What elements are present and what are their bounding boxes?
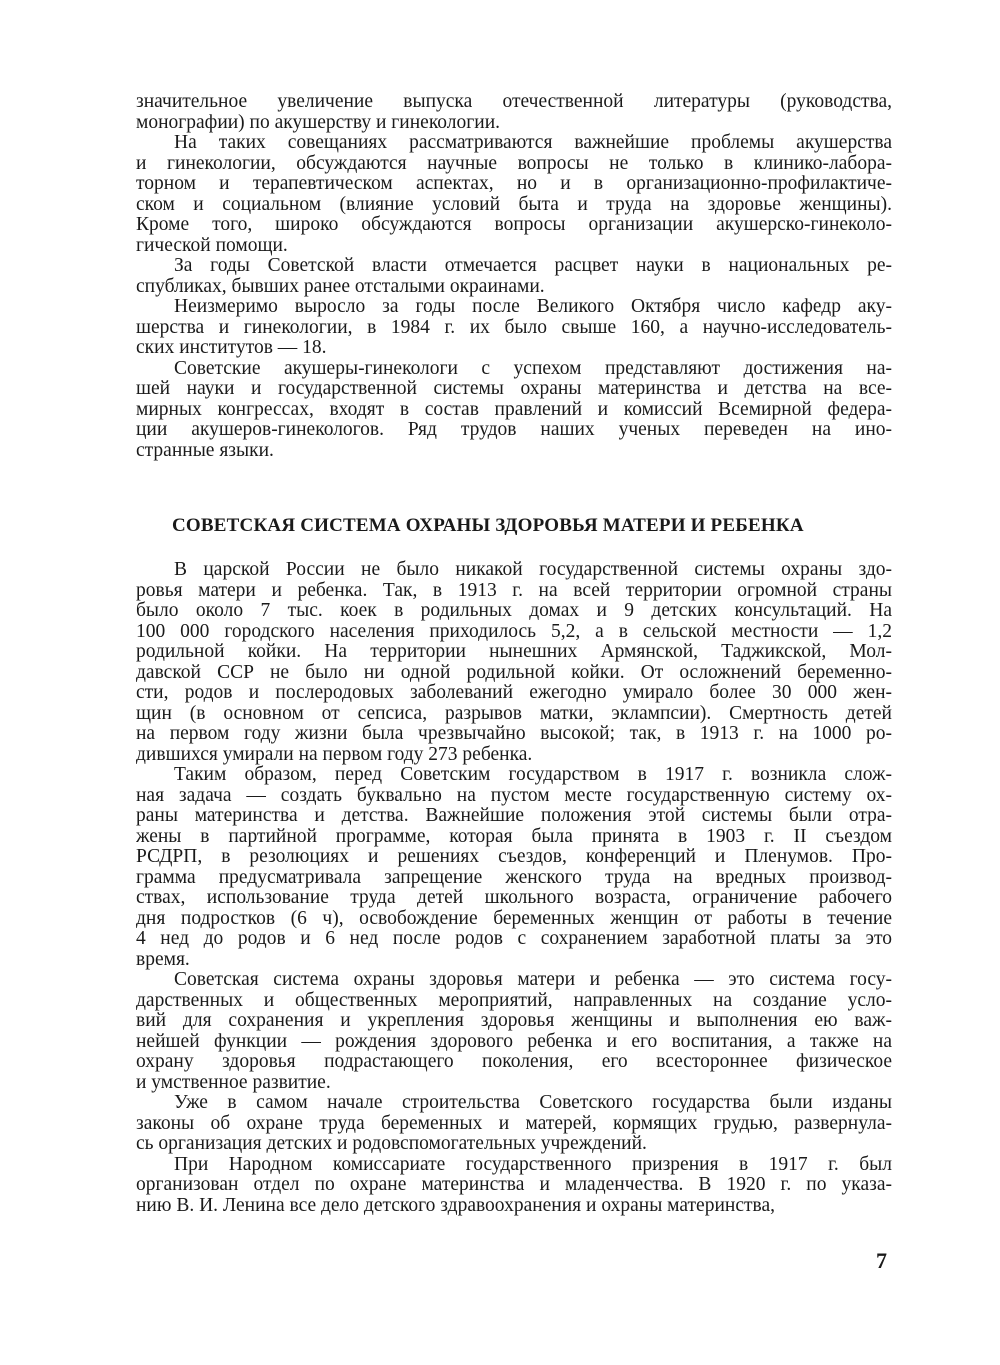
paragraph <box>136 970 892 1093</box>
paragraph <box>136 560 892 765</box>
paragraph <box>136 133 892 256</box>
text-line: ная задача — создать буквально на пустом месте государственную систему ох- <box>136 785 892 806</box>
text-line: Советские акушеры-гинекологи с успехом представляют достижения на- <box>174 358 892 379</box>
paragraph <box>136 256 892 297</box>
text-line: жены в партийной программе, которая была принята в 1903 г. II съездом <box>136 826 892 847</box>
text-line: ствах, использование труда детей школьного возраста, ограничение рабочего <box>136 888 892 908</box>
text-line: мирных конгрессах, входят в состав правлений и комиссий Всемирной федера- <box>136 399 892 420</box>
text-line: Таким образом, перед Советским государством в 1917 г. возникла слож- <box>174 765 892 785</box>
text-line: При Народном комиссариате государственного призрения в 1917 г. был <box>174 1154 892 1175</box>
text-line: На таких совещаниях рассматриваются важнейшие проблемы акушерства <box>174 133 892 153</box>
text-line: За годы Советской власти отмечается расцвет науки в национальных ре- <box>174 256 892 276</box>
text-line: ровья матери и ребенка. Так, в 1913 г. на всей территории огромной страны <box>136 580 892 601</box>
paragraph <box>136 92 892 133</box>
text-line: нейшей функции — рождения здорового ребенка и его воспитания, а также на <box>136 1031 892 1052</box>
text-line: давской ССР не было ни одной родильной койки. От осложнений беременно- <box>136 662 892 683</box>
text-line: сти, родов и послеродовых заболеваний ежегодно умирало более 30 000 жен- <box>136 683 892 703</box>
text-line: дившихся умирали на первом году 273 ребенка. <box>136 744 533 765</box>
text-line: спубликах, бывших ранее отсталыми окраинами. <box>136 276 545 297</box>
text-line: грамма предусматривала запрещение женского труда на вредных производ- <box>136 867 892 888</box>
text-line: организован отдел по охране материнства и младенчества. В 1920 г. по указа- <box>136 1175 892 1195</box>
text-line: раны материнства и детства. Важнейшие положения этой системы были отра- <box>136 806 892 826</box>
text-line: 100 000 городского населения приходилось 5,2, а в сельской местности — 1,2 <box>136 621 892 642</box>
text-line: было около 7 тыс. коек в родильных домах и 9 детских консультаций. На <box>136 601 892 621</box>
text-line: ции акушеров-гинекологов. Ряд трудов наших ученых переведен на ино- <box>136 420 892 440</box>
text-line: и умственное развитие. <box>136 1072 331 1093</box>
text-line: дарственных и общественных мероприятий, направленных на создание усло- <box>136 990 892 1011</box>
text-line: дня подростков (6 ч), освобождение беременных женщин от работы в течение <box>136 908 892 929</box>
text-line: шерства и гинекологии, в 1984 г. их было свыше 160, а научно-исследователь- <box>136 317 892 338</box>
section-heading: СОВЕТСКАЯ СИСТЕМА ОХРАНЫ ЗДОРОВЬЯ МАТЕРИ И РЕБЕНКА <box>172 515 804 536</box>
text-line: ском и социальном (влияние условий быта и труда на здоровье женщины). <box>136 194 892 215</box>
text-line: родильной койки. На территории нынешних Армянской, Таджикской, Мол- <box>136 642 892 662</box>
paragraph <box>136 1093 892 1155</box>
bottom-section <box>136 560 892 1216</box>
text-line: гической помощи. <box>136 235 288 256</box>
text-line: время. <box>136 949 190 970</box>
text-line: странные языки. <box>136 440 274 461</box>
text-line: сь организация детских и родовспомогательных учреждений. <box>136 1134 647 1154</box>
text-line: торном и терапевтическом аспектах, но и в организационно-профилактиче- <box>136 174 892 194</box>
paragraph <box>136 359 892 462</box>
paragraph <box>136 297 892 359</box>
text-line: на первом году жизни была чрезвычайно высокой; так, в 1913 г. на 1000 ро- <box>136 724 892 744</box>
text-line: 4 нед до родов и 6 нед после родов с сохранением заработной платы за это <box>136 929 892 949</box>
text-line: законы об охране труда беременных и матерей, кормящих грудью, развернула- <box>136 1113 892 1134</box>
page-number: 7 <box>876 1248 887 1273</box>
text-line: охрану здоровья подрастающего поколения, его всестороннее физическое <box>136 1052 892 1072</box>
text-line: Уже в самом начале строительства Советского государства были изданы <box>174 1093 892 1113</box>
text-line: Неизмеримо выросло за годы после Великого Октября число кафедр аку- <box>174 297 892 317</box>
text-line: Кроме того, широко обсуждаются вопросы организации акушерско-гинеколо- <box>136 215 892 235</box>
text-line: и гинекологии, обсуждаются научные вопросы не только в клинико-лабора- <box>136 153 892 174</box>
text-line: РСДРП, в резолюциях и решениях съездов, конференций и Пленумов. Про- <box>136 847 892 867</box>
paragraph <box>136 1155 892 1217</box>
text-line: щин (в основном от сепсиса, разрывов матки, эклампсии). Смертность детей <box>136 703 892 724</box>
text-line: значительное увеличение выпуска отечественной литературы (руководства, <box>136 92 892 112</box>
text-line: монографии) по акушерству и гинекологии. <box>136 112 501 133</box>
text-line: вий для сохранения и укрепления здоровья женщины и выполнения ею важ- <box>136 1011 892 1031</box>
text-line: Советская система охраны здоровья матери и ребенка — это система госу- <box>174 970 892 990</box>
text-line: В царской России не было никакой государственной системы охраны здо- <box>174 560 892 580</box>
text-line: шей науки и государственной системы охраны материнства и детства на все- <box>136 379 892 399</box>
paragraph <box>136 765 892 970</box>
top-section <box>136 92 892 461</box>
text-line: ских институтов — 18. <box>136 338 327 358</box>
text-line: нию В. И. Ленина все дело детского здравоохранения и охраны материнства, <box>136 1195 775 1216</box>
